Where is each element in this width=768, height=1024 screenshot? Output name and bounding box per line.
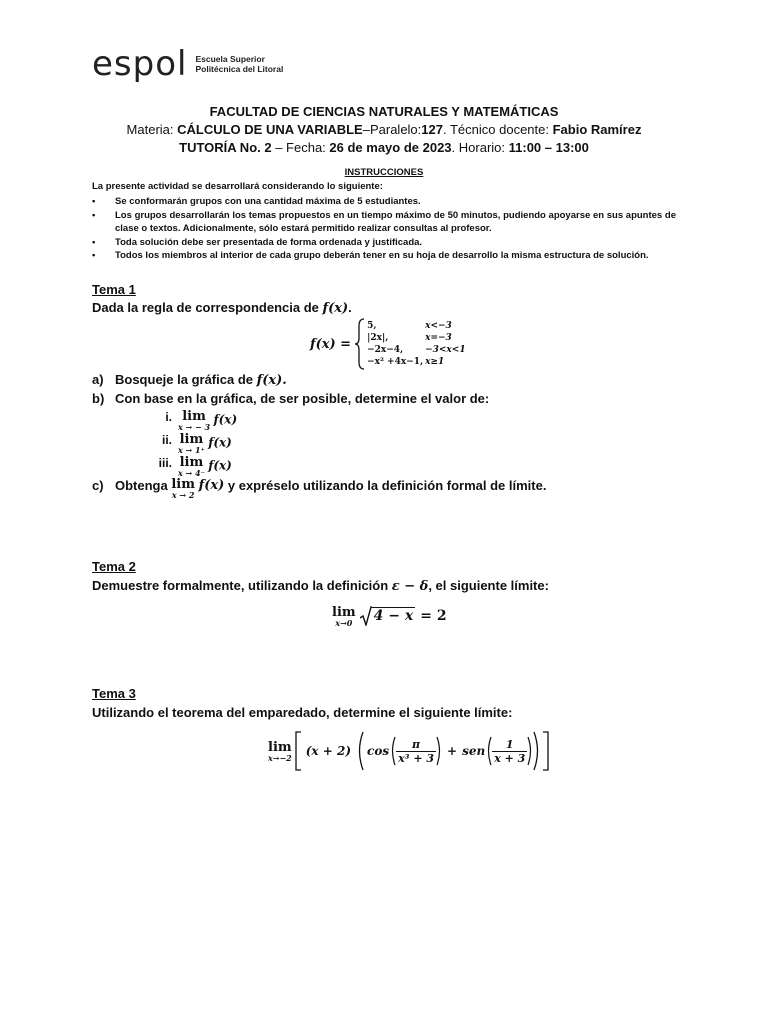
item-fx: f(x) [208, 435, 232, 450]
left-paren-icon [355, 731, 364, 771]
cos-word: cos [367, 744, 390, 758]
tema2-statement [92, 578, 549, 594]
limit-expr [171, 478, 195, 499]
piece-row [367, 332, 466, 344]
instruction-item: • Se conformarán grupos con una cantidad máxima de 5 estudiantes. [92, 195, 676, 209]
fecha-label: – Fecha: [271, 140, 330, 155]
part-a-text: Bosqueje la gráfica de [115, 372, 257, 387]
part-b-item [120, 410, 237, 431]
limit-expr [178, 456, 205, 477]
part-b-item [120, 433, 232, 454]
tema3-title: Tema 3 [92, 686, 136, 701]
horario-value: 11:00 – 13:00 [508, 140, 589, 155]
tema3-limit [268, 731, 550, 771]
instruction-item: • Todos los miembros al interior de cada grupo deberán tener en su hoja de desarrollo la misma estructura de solución. [92, 249, 676, 263]
limit-expr [178, 410, 210, 431]
lim-word: lim [179, 455, 204, 470]
fecha-value: 26 de mayo de 2023 [329, 140, 452, 155]
lim-sub: x → 2 [171, 490, 195, 500]
radicand: 4 − x [373, 608, 414, 624]
lim-sub: x → 4⁻ [178, 468, 205, 478]
right-paren-icon [533, 731, 542, 771]
epsilon-delta: ε − δ [391, 579, 429, 594]
instruction-item: • Los grupos desarrollarán los temas propuestos en un tiempo máximo de 50 minutos, pudiendo apoyarse en sus apuntes de clase o textos. Adicionalmente, sólo estará permitido realizar consultas al profesor. [92, 209, 676, 236]
tema1-title: Tema 1 [92, 282, 136, 297]
piece-row [367, 344, 466, 356]
lim-word: lim [179, 432, 204, 447]
part-c-fx: f(x) [198, 478, 225, 493]
lim-word: lim [268, 739, 292, 755]
tecnico-value: Fabio Ramírez [552, 122, 642, 137]
sen-denominator: x + 3 [494, 751, 526, 765]
lim-word: lim [182, 409, 206, 424]
instructions-list [92, 195, 676, 263]
lim-word: lim [332, 605, 356, 620]
piece-expr: −x² +4x−1, [367, 357, 424, 367]
tecnico-label: . Técnico docente: [442, 122, 553, 137]
tema1-statement-text: Dada la regla de correspondencia de [92, 300, 323, 315]
cos-denominator: x³ + 3 [398, 751, 435, 765]
tema2-statement-pre: Demuestre formalmente, utilizando la definición [92, 578, 392, 593]
part-c-label: c) [92, 478, 104, 493]
lim-sub: x→0 [335, 618, 353, 628]
paralelo-value: 127 [421, 122, 443, 137]
materia-value: CÁLCULO DE UNA VARIABLE [177, 122, 363, 137]
piecewise-function [310, 318, 466, 370]
instruction-item: • Toda solución debe ser presentada de forma ordenada y justificada. [92, 236, 676, 250]
lim-word: lim [171, 477, 195, 492]
faculty-title: FACULTAD DE CIENCIAS NATURALES Y MATEMÁTICAS [209, 104, 559, 119]
tema2-statement-post: , el siguiente límite: [428, 578, 549, 593]
sen-word: sen [462, 744, 486, 758]
piece-cond: −3<x<1 [425, 345, 466, 355]
factor: (x + 2) [305, 744, 352, 758]
plus-sign: + [447, 744, 458, 758]
logo-mark: espol [92, 44, 188, 84]
course-line [0, 122, 768, 137]
session-line [0, 140, 768, 155]
cos-numerator: π [396, 738, 436, 752]
piece-row [367, 356, 466, 368]
piece-row [367, 320, 466, 332]
tema2-title: Tema 2 [92, 559, 136, 574]
piecewise-cases [367, 320, 466, 368]
logo-line-2: Politécnica del Litoral [195, 64, 284, 74]
left-bracket-icon [294, 731, 302, 771]
lim-sub: x → − 3 [178, 422, 211, 432]
part-c-pre: Obtenga [115, 478, 172, 493]
horario-label: . Horario: [451, 140, 509, 155]
piece-cond: x=−3 [425, 333, 452, 343]
right-bracket-icon [542, 731, 550, 771]
limit-expr [178, 433, 205, 454]
paralelo-label: –Paralelo: [362, 122, 422, 137]
part-b-label: b) [92, 391, 105, 406]
lim-sub: x→−2 [268, 752, 292, 763]
right-paren-icon [436, 736, 442, 766]
logo-text [195, 54, 283, 74]
materia-label: Materia: [126, 122, 178, 137]
piece-expr: 5, [367, 321, 377, 331]
item-label: ii. [161, 433, 172, 447]
sen-fraction [492, 738, 527, 765]
espol-logo [92, 44, 283, 84]
piece-expr: |2x|, [367, 333, 389, 343]
item-label: i. [165, 410, 172, 424]
item-fx: f(x) [208, 458, 232, 473]
sen-numerator: 1 [492, 738, 527, 752]
tema3-statement: Utilizando el teorema del emparedado, determine el siguiente límite: [92, 705, 513, 720]
part-b-text: Con base en la gráfica, de ser posible, determine el valor de: [115, 391, 490, 406]
piece-cond: x≥1 [425, 357, 445, 367]
limit-rhs: = 2 [420, 608, 447, 624]
left-brace-icon [355, 318, 365, 370]
tema1-statement [92, 300, 352, 316]
tema1-part-a [92, 372, 287, 388]
part-c-post: y expréselo utilizando la definición formal de límite. [224, 478, 547, 493]
logo-line-1: Escuela Superior [195, 54, 265, 64]
limit-expr [332, 606, 356, 627]
part-a-label: a) [92, 372, 104, 387]
part-a-fx: f(x). [256, 373, 287, 388]
piece-cond: x<−3 [425, 321, 452, 331]
tema1-period: . [348, 300, 352, 315]
tema2-limit [332, 606, 447, 627]
item-fx: f(x) [213, 412, 238, 427]
piecewise-lhs: f(x) = [310, 336, 352, 352]
lim-sub: x → 1⁺ [178, 445, 205, 455]
tema1-part-c [92, 478, 546, 499]
instructions-title: INSTRUCCIONES [344, 167, 424, 178]
piece-expr: −2x−4, [367, 345, 404, 355]
tutoria-value: TUTORÍA No. 2 [179, 140, 272, 155]
instructions-intro: La presente actividad se desarrollará considerando lo siguiente: [92, 181, 383, 192]
sqrt-icon [360, 606, 372, 626]
cos-fraction [396, 738, 436, 765]
part-b-item [120, 456, 232, 477]
limit-expr [268, 741, 292, 762]
tema1-fx: f(x) [322, 301, 349, 316]
item-label: iii. [158, 456, 172, 470]
tema1-part-b [92, 391, 489, 406]
